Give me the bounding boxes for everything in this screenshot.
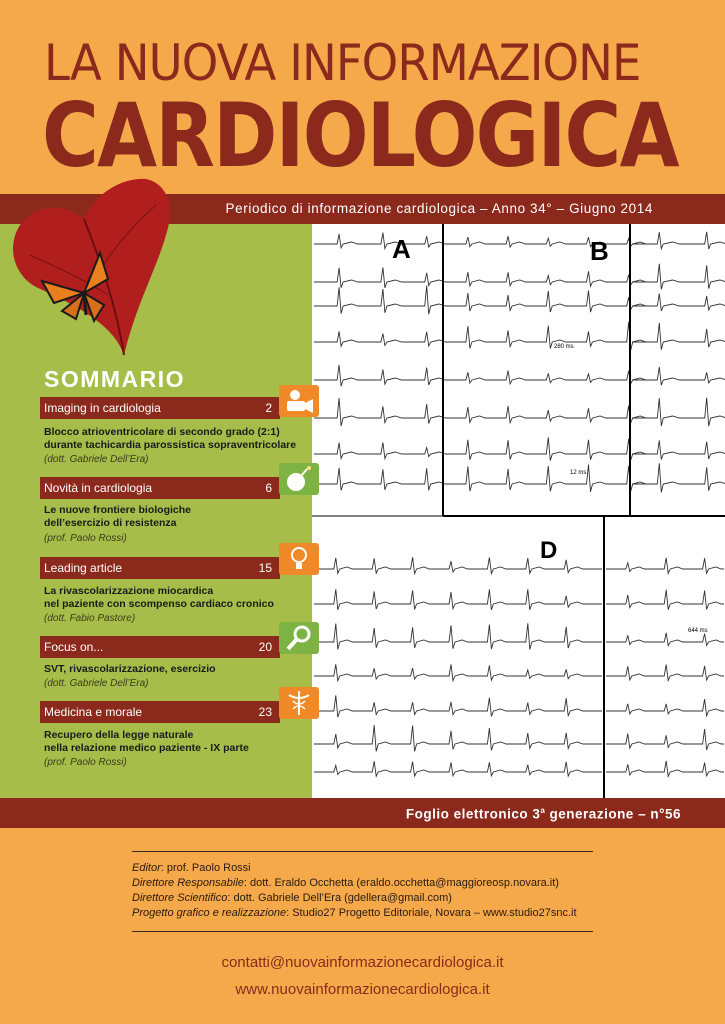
- section-label: Leading article: [44, 561, 123, 575]
- ecg-trace: [314, 442, 445, 458]
- masthead-line1: LA NUOVA INFORMAZIONE: [44, 34, 641, 92]
- ecg-trace: [632, 398, 725, 426]
- ecg-trace: [445, 406, 646, 423]
- article-author: (prof. Paolo Rossi): [44, 757, 127, 768]
- credit-direttore-responsabile: Direttore Responsabile: dott. Eraldo Occhetta (eraldo.occhetta@maggioreosp.novara.it): [132, 877, 559, 889]
- section-label: Imaging in cardiologia: [44, 401, 161, 415]
- ecg-trace: [314, 725, 602, 751]
- ecg-trace: [632, 264, 725, 289]
- article-author: (dott. Fabio Pastore): [44, 613, 136, 624]
- section-focus-on[interactable]: [40, 636, 280, 658]
- ecg-trace: [632, 463, 725, 492]
- bomb-icon: [279, 463, 319, 495]
- section-novita[interactable]: [40, 477, 280, 499]
- ecg-trace: [314, 468, 445, 491]
- ecg-trace: [314, 664, 602, 680]
- ecg-measure-1: 280 ms: [554, 344, 574, 350]
- ecg-measure-2: 12 ms: [570, 470, 587, 476]
- divider-bottom: [132, 931, 593, 932]
- article-author: (dott. Gabriele Dell’Era): [44, 678, 149, 689]
- ecg-trace: [314, 589, 602, 610]
- article-author: (prof. Paolo Rossi): [44, 533, 127, 544]
- ecg-trace: [606, 633, 724, 646]
- ecg-trace: [445, 322, 646, 350]
- ecg-trace: [314, 331, 445, 346]
- article-title: Blocco atrioventricolare di secondo grado (2:1) durante tachicardia parossistica sopraventricolare: [44, 426, 297, 451]
- section-page: 20: [258, 640, 272, 654]
- ecg-trace: [314, 695, 602, 717]
- ecg-trace: [445, 291, 646, 313]
- section-medicina-morale[interactable]: [40, 701, 280, 723]
- article-title: SVT, rivascolarizzazione, esercizio: [44, 663, 216, 675]
- section-label: Novità in cardiologia: [44, 481, 153, 495]
- ecg-trace: [314, 761, 602, 776]
- credit-direttore-scientifico: Direttore Scientifico: dott. Gabriele Dell’Era (gdellera@gmail.com): [132, 892, 452, 904]
- section-imaging[interactable]: [40, 397, 280, 419]
- issue-band: [0, 798, 725, 828]
- website-link[interactable]: www.nuovainformazionecardiologica.it: [235, 981, 490, 998]
- credit-editor: Editor: prof. Paolo Rossi: [132, 862, 251, 874]
- leaf-butterfly-illustration: [6, 175, 176, 360]
- ecg-label-d: D: [540, 537, 558, 564]
- section-leading-article[interactable]: [40, 557, 280, 579]
- ecg-trace: [632, 232, 725, 249]
- ecg-trace: [314, 365, 445, 386]
- ecg-trace: [445, 236, 646, 247]
- ecg-trace: [606, 590, 724, 610]
- ecg-trace: [314, 286, 445, 315]
- lightbulb-icon: [279, 543, 319, 575]
- ecg-trace: [314, 557, 602, 573]
- article-title: La rivascolarizzazione miocardica nel paziente con scompenso cardiaco cronico: [44, 585, 274, 610]
- ecg-trace: [606, 665, 724, 681]
- ecg-trace: [632, 294, 725, 311]
- ecg-trace: [632, 323, 725, 350]
- ecg-label-a: A: [392, 234, 411, 264]
- divider-top: [132, 851, 593, 852]
- section-page: 23: [258, 705, 272, 719]
- contact-email-link[interactable]: contatti@nuovainformazionecardiologica.it: [221, 954, 504, 971]
- ecg-trace: [632, 440, 725, 459]
- ecg-trace: [606, 699, 724, 716]
- ecg-traces: [312, 224, 725, 798]
- credit-progetto-grafico: Progetto grafico e realizzazione: Studio27 Progetto Editoriale, Novara – www.studio27snc.it: [132, 907, 577, 919]
- ecg-trace: [314, 623, 602, 649]
- section-page: 6: [265, 481, 272, 495]
- ecg-trace: [606, 729, 724, 750]
- ecg-trace: [606, 761, 724, 777]
- subtitle-text: Periodico di informazione cardiologica – Anno 34° – Giugno 2014: [225, 201, 653, 216]
- sommario-title: SOMMARIO: [44, 366, 186, 392]
- section-label: Focus on...: [44, 640, 104, 654]
- caduceus-icon: [279, 687, 319, 719]
- issue-text: Foglio elettronico 3$^a$ generazione – n°56: [405, 806, 681, 822]
- ecg-trace: [314, 267, 445, 287]
- camera-icon: [279, 385, 319, 417]
- ecg-trace: [314, 398, 445, 426]
- section-page: 2: [265, 401, 272, 415]
- section-label: Medicina e morale: [44, 705, 143, 719]
- magnifier-icon: [279, 622, 319, 654]
- ecg-trace: [445, 437, 646, 460]
- section-page: 15: [258, 561, 272, 575]
- ecg-label-b: B: [590, 236, 609, 266]
- ecg-trace: [445, 465, 646, 492]
- article-author: (dott. Gabriele Dell’Era): [44, 454, 149, 465]
- article-title: Recupero della legge naturale nella relazione medico paziente - IX parte: [44, 729, 249, 754]
- masthead-line2: CARDIOLOGICA: [42, 84, 678, 187]
- ecg-trace: [314, 233, 445, 249]
- ecg-figure: [312, 224, 725, 798]
- ecg-measure-3: 644 ms: [688, 628, 708, 634]
- ecg-trace: [445, 271, 646, 286]
- ecg-trace: [632, 367, 725, 385]
- article-title: Le nuove frontiere biologiche dell’esercizio di resistenza: [44, 504, 192, 529]
- ecg-trace: [445, 371, 646, 384]
- ecg-trace: [606, 558, 724, 574]
